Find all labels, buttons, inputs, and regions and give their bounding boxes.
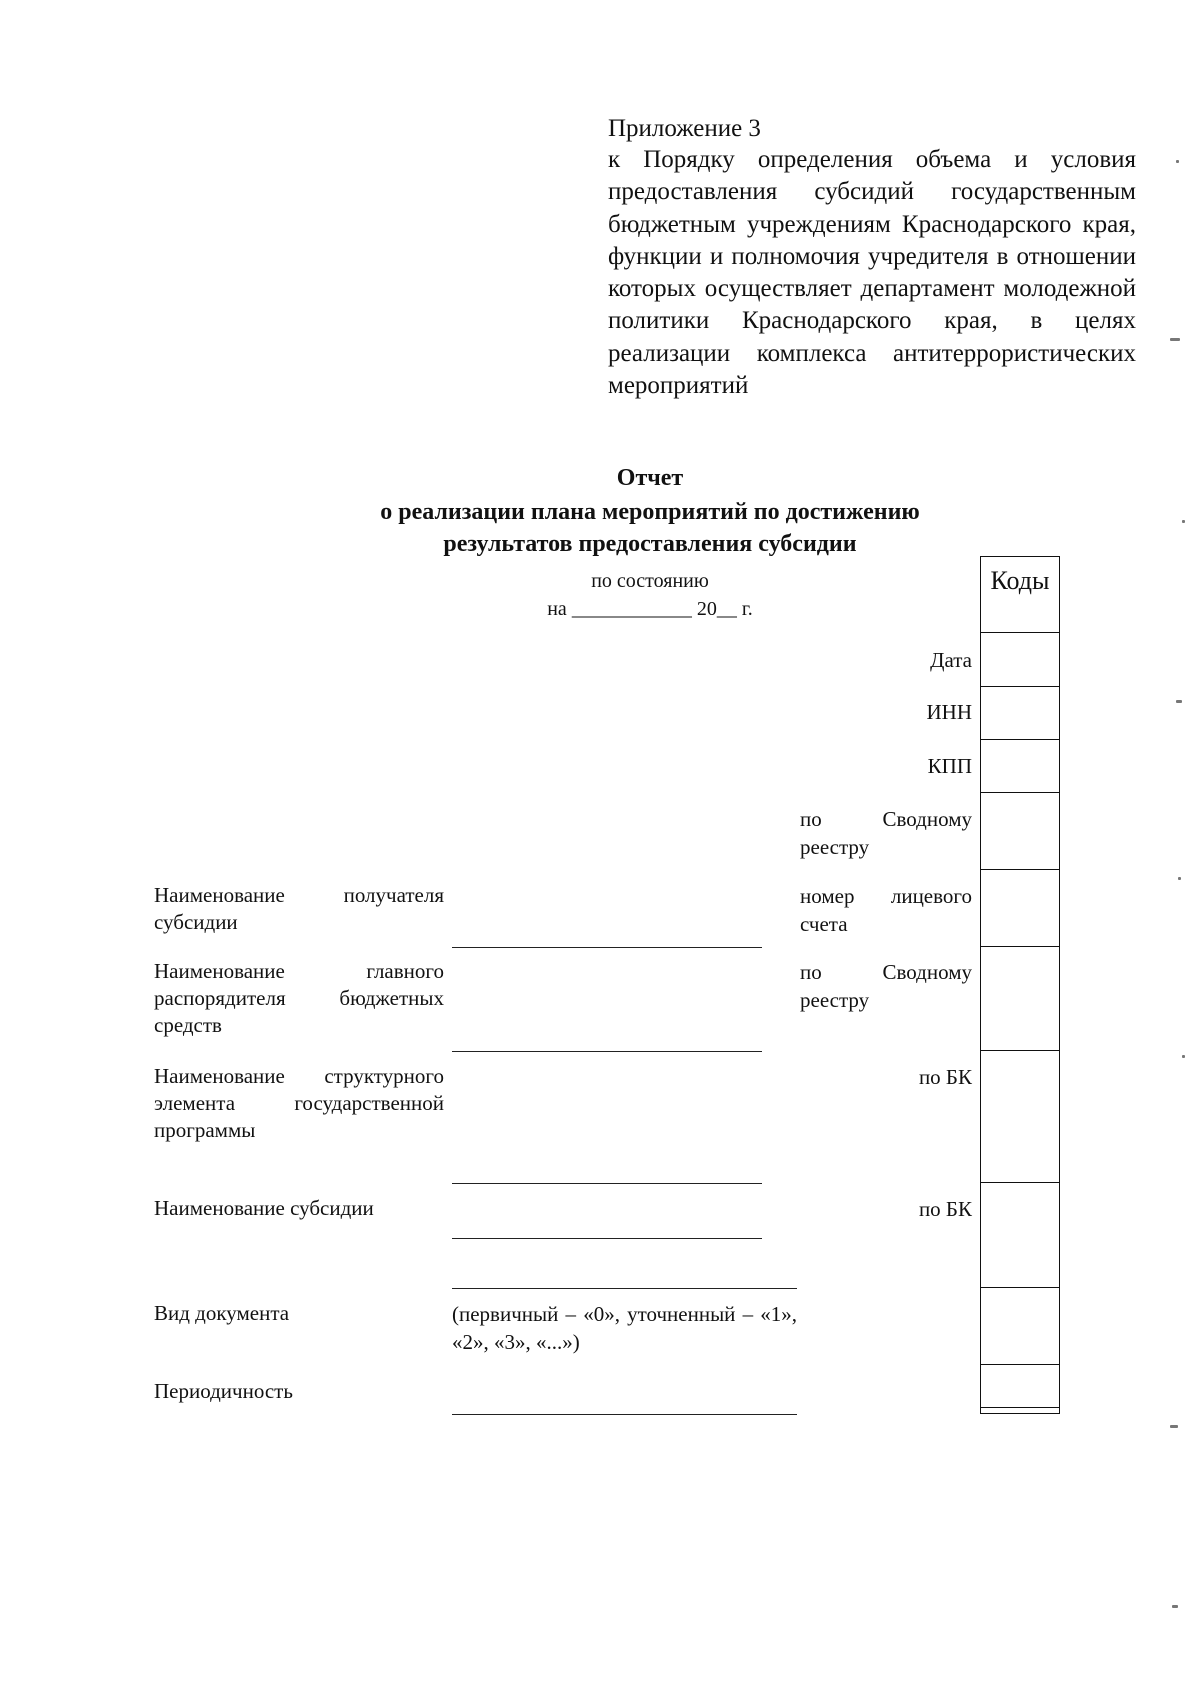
label-structural-element: Наименование структурного элемента государственной программы xyxy=(154,1064,444,1142)
code-cell-kpp[interactable] xyxy=(980,739,1060,740)
report-subtitle-line2: результатов предоставления субсидии xyxy=(443,531,857,557)
periodicity-code-box[interactable] xyxy=(980,1364,1060,1414)
scan-speck xyxy=(1170,1425,1178,1428)
label-bk-2: по БК xyxy=(918,1197,972,1221)
label-doc-type: Вид документа xyxy=(154,1301,290,1325)
label-periodicity: Периодичность xyxy=(154,1379,293,1403)
doc-type-code-box[interactable] xyxy=(980,1287,1060,1365)
label-registry-2: по Сводному реестру xyxy=(800,960,972,1012)
status-year: 20__ г. xyxy=(696,598,753,620)
label-inn: ИНН xyxy=(926,700,972,724)
scan-speck xyxy=(1170,338,1180,341)
label-account: номер лицевого счета xyxy=(800,884,972,936)
recipient-field-line[interactable] xyxy=(452,947,762,948)
code-cell-account[interactable] xyxy=(980,869,1060,870)
label-recipient: Наименование получателя субсидии xyxy=(154,883,444,934)
scan-speck xyxy=(1182,520,1185,523)
status-label: по состоянию xyxy=(591,570,709,592)
chief-manager-field-line[interactable] xyxy=(452,1051,762,1052)
status-date-line xyxy=(440,596,860,622)
label-subsidy: Наименование субсидии xyxy=(154,1196,374,1220)
code-cell-date[interactable] xyxy=(980,632,1060,633)
label-bk-1: по БК xyxy=(918,1065,972,1089)
doc-type-note: (первичный – «0», уточненный – «1», «2», «3», «...») xyxy=(452,1302,797,1354)
doc-type-top-line xyxy=(452,1288,797,1289)
appendix-title: Приложение 3 xyxy=(608,115,761,142)
label-registry-1: по Сводному реестру xyxy=(800,807,972,859)
label-kpp: КПП xyxy=(927,754,972,778)
scan-speck xyxy=(1172,1605,1178,1608)
code-cell-inn[interactable] xyxy=(980,686,1060,687)
report-title: Отчет xyxy=(616,465,684,491)
label-date: Дата xyxy=(930,648,972,672)
code-cell-bk-2[interactable] xyxy=(980,1182,1060,1183)
code-cell-bk-1[interactable] xyxy=(980,1050,1060,1051)
structural-element-field-line[interactable] xyxy=(452,1183,762,1184)
report-subtitle-line1: о реализации плана мероприятий по достижению xyxy=(380,499,920,525)
code-cell-registry-2[interactable] xyxy=(980,946,1060,947)
codes-column xyxy=(980,556,1060,1408)
code-cell-registry-1[interactable] xyxy=(980,792,1060,793)
periodicity-field-line[interactable] xyxy=(452,1414,797,1415)
status-prefix: на xyxy=(547,598,567,620)
status-date-blank[interactable]: ____________ xyxy=(571,598,692,620)
appendix-text: к Порядку определения объема и условия предоставления субсидий государственным бюджетным учреждениям Краснодарского края, функции и полномочия учредителя в отношении которых осуществляет департамент молодежной политики Краснодарского края, в целях реализации комплекса антитеррористических мероприятий xyxy=(608,146,1136,400)
scan-speck xyxy=(1176,160,1179,163)
codes-header: Коды xyxy=(990,566,1050,595)
scan-speck xyxy=(1178,877,1181,880)
scan-speck xyxy=(1182,1055,1185,1058)
subsidy-field-line[interactable] xyxy=(452,1238,762,1239)
scan-speck xyxy=(1176,700,1182,703)
label-chief-manager: Наименование главного распорядителя бюджетных средств xyxy=(154,959,444,1037)
